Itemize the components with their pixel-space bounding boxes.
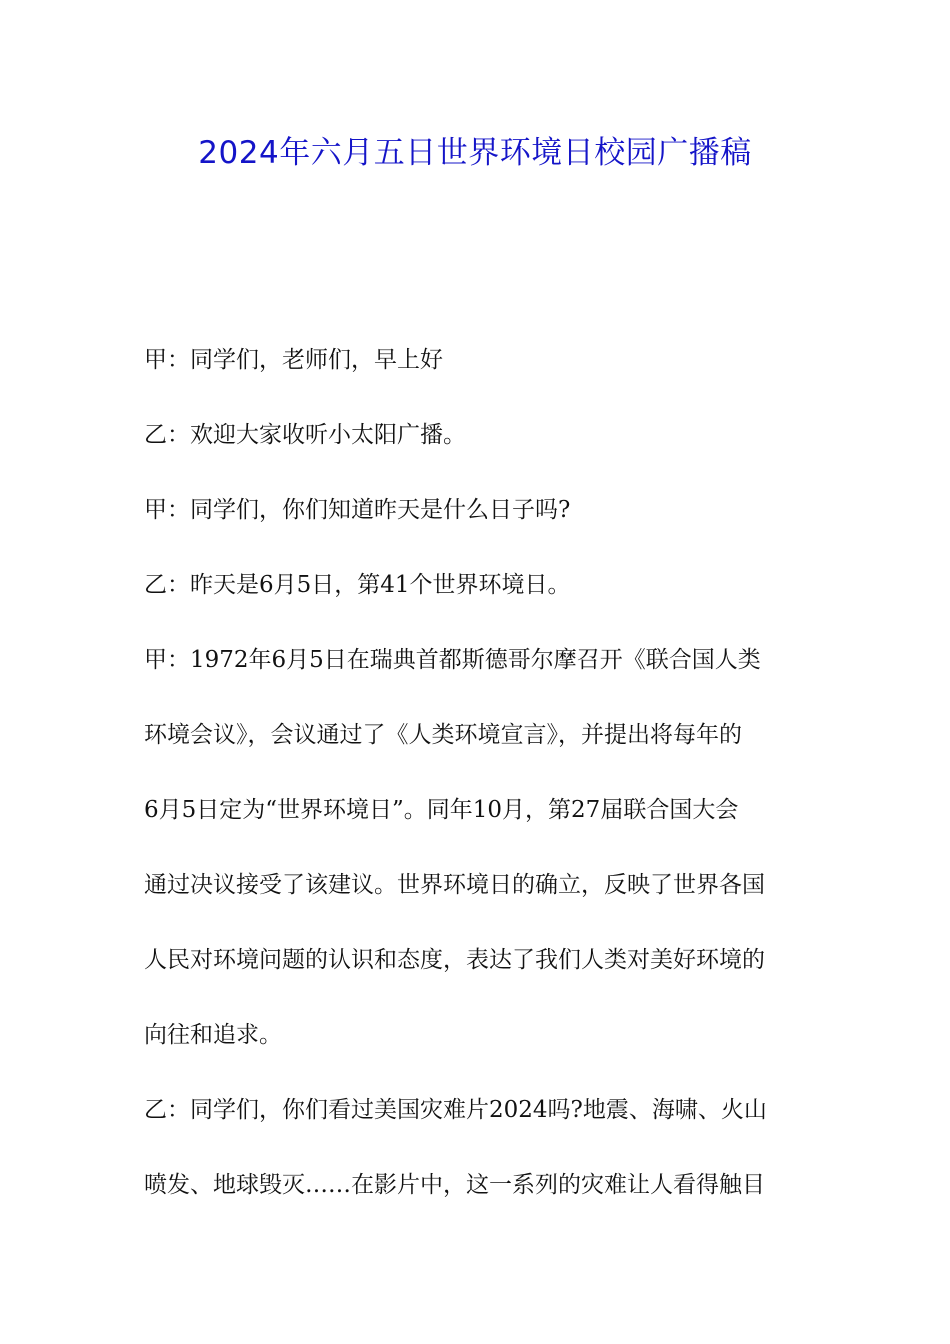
paragraph-line: 甲：同学们，你们知道昨天是什么日子吗? — [144, 497, 571, 523]
paragraph-line: 环境会议》，会议通过了《人类环境宣言》，并提出将每年的 — [144, 722, 742, 748]
paragraph-line: 乙：昨天是6月5日，第41个世界环境日。 — [144, 572, 571, 598]
paragraph-line: 6月5日定为“世界环境日”。同年10月，第27届联合国大会 — [144, 797, 739, 823]
paragraph-line: 乙：欢迎大家收听小太阳广播。 — [144, 422, 466, 448]
paragraph-line: 甲：同学们，老师们，早上好 — [144, 347, 443, 373]
document-title: 2024年六月五日世界环境日校园广播稿 — [198, 135, 752, 171]
paragraph-line: 乙：同学们，你们看过美国灾难片2024吗?地震、海啸、火山 — [144, 1097, 767, 1123]
paragraph-line: 喷发、地球毁灭……在影片中，这一系列的灾难让人看得触目 — [144, 1172, 765, 1198]
paragraph-line: 通过决议接受了该建议。世界环境日的确立，反映了世界各国 — [144, 872, 765, 898]
paragraph-line: 向往和追求。 — [144, 1022, 282, 1048]
paragraph-line: 甲：1972年6月5日在瑞典首都斯德哥尔摩召开《联合国人类 — [144, 647, 761, 673]
paragraph-line: 人民对环境问题的认识和态度，表达了我们人类对美好环境的 — [144, 947, 765, 973]
